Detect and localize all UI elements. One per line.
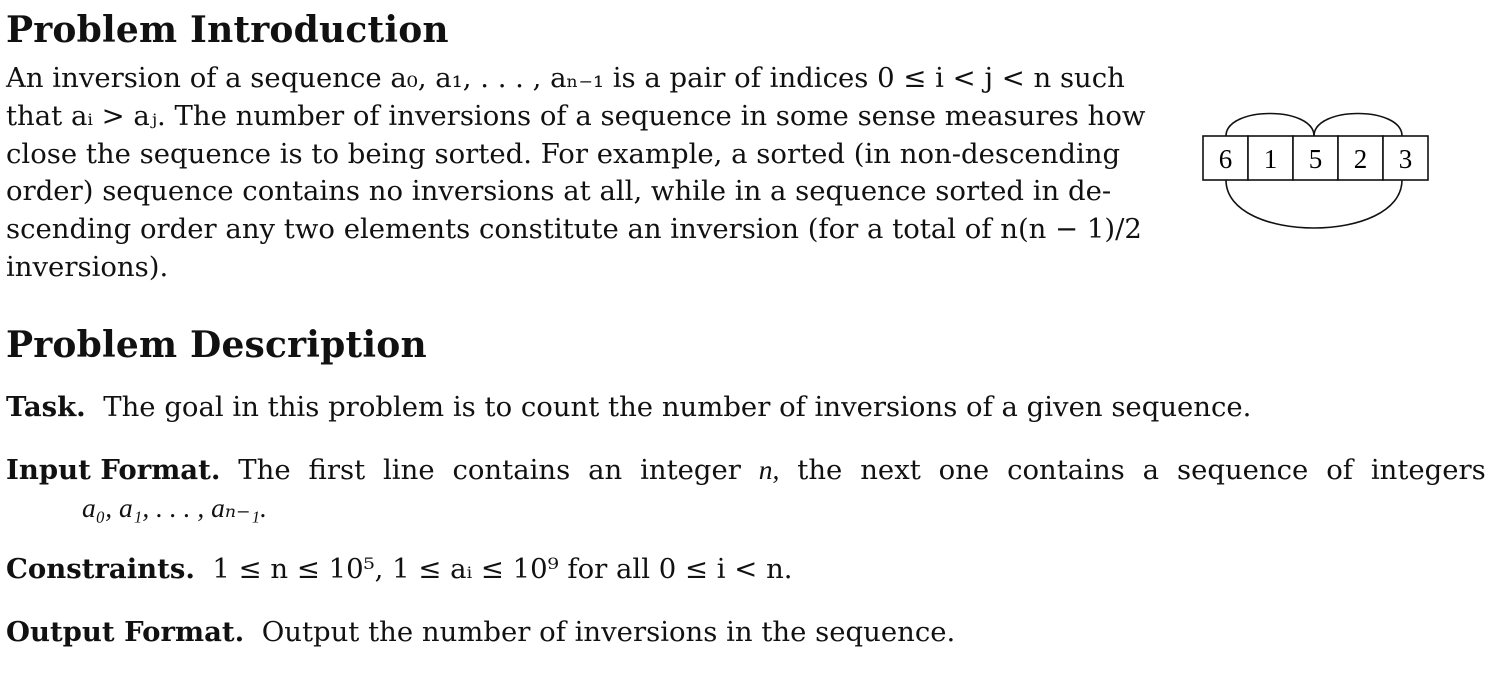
input-format-word: integer bbox=[640, 454, 741, 486]
intro-line: close the sequence is to being sorted. For example, a sorted (in non-descending bbox=[6, 137, 1121, 170]
intro-line: inversions). bbox=[6, 250, 169, 283]
input-format-line-2: a₀, a₁, . . . , aₙ₋₁. bbox=[82, 492, 267, 523]
intro-line: order) sequence contains no inversions at all, while in a sequence sorted in de- bbox=[6, 175, 1112, 208]
sequence-cell-value: 2 bbox=[1353, 144, 1368, 174]
output-format-text: Output the number of inversions in the sequence. bbox=[261, 616, 956, 648]
inversion-diagram bbox=[1200, 104, 1432, 242]
input-format-paragraph bbox=[6, 451, 1486, 527]
constraints-paragraph bbox=[6, 550, 793, 588]
input-format-word: integers bbox=[1370, 454, 1486, 486]
output-format-paragraph bbox=[6, 613, 955, 651]
task-label: Task. bbox=[6, 391, 86, 423]
input-format-word: a bbox=[1142, 454, 1160, 486]
intro-line: An inversion of a sequence a₀, a₁, . . . , aₙ₋₁ is a pair of indices 0 ≤ i < j < n such bbox=[6, 62, 1125, 94]
constraints-text: 1 ≤ n ≤ 10⁵, 1 ≤ aᵢ ≤ 10⁹ for all 0 ≤ i < n. bbox=[212, 553, 793, 585]
intro-line: that aᵢ > aⱼ. The number of inversions of a sequence in some sense measures how bbox=[6, 99, 1146, 132]
input-format-word: an bbox=[588, 454, 623, 486]
input-format-word: sequence bbox=[1176, 454, 1309, 486]
input-format-word: n, bbox=[758, 454, 780, 485]
sequence-cell-value: 3 bbox=[1398, 144, 1413, 174]
section-title-introduction: Problem Introduction bbox=[6, 9, 449, 51]
inversion-diagram-svg bbox=[1200, 104, 1432, 238]
output-format-label: Output Format. bbox=[6, 616, 245, 648]
input-format-word: one bbox=[938, 454, 990, 486]
input-format-word: contains bbox=[1007, 454, 1125, 486]
task-text: The goal in this problem is to count the number of inversions of a given sequence. bbox=[103, 391, 1252, 423]
task-paragraph bbox=[6, 388, 1251, 426]
sequence-cell-value: 1 bbox=[1263, 144, 1278, 174]
input-format-word: The bbox=[238, 454, 291, 486]
intro-paragraph bbox=[6, 60, 1146, 287]
input-format-word: first bbox=[308, 454, 366, 486]
input-format-word: line bbox=[383, 454, 435, 486]
input-format-label: Input Format. bbox=[6, 454, 221, 486]
input-format-word: the bbox=[797, 454, 843, 486]
sequence-cell-value: 5 bbox=[1308, 144, 1323, 174]
sequence-cell-value: 6 bbox=[1218, 144, 1233, 174]
inversion-arc bbox=[1314, 114, 1402, 137]
input-format-word: contains bbox=[452, 454, 571, 486]
inversion-arc bbox=[1226, 114, 1314, 137]
constraints-label: Constraints. bbox=[6, 553, 195, 585]
input-format-line-1 bbox=[6, 451, 1486, 489]
input-format-word: of bbox=[1326, 454, 1353, 486]
intro-line: scending order any two elements constitute an inversion (for a total of n(n − 1)/2 bbox=[6, 213, 1142, 246]
inversion-arc bbox=[1226, 180, 1402, 228]
input-format-word: next bbox=[860, 454, 921, 486]
section-title-description: Problem Description bbox=[6, 324, 427, 366]
